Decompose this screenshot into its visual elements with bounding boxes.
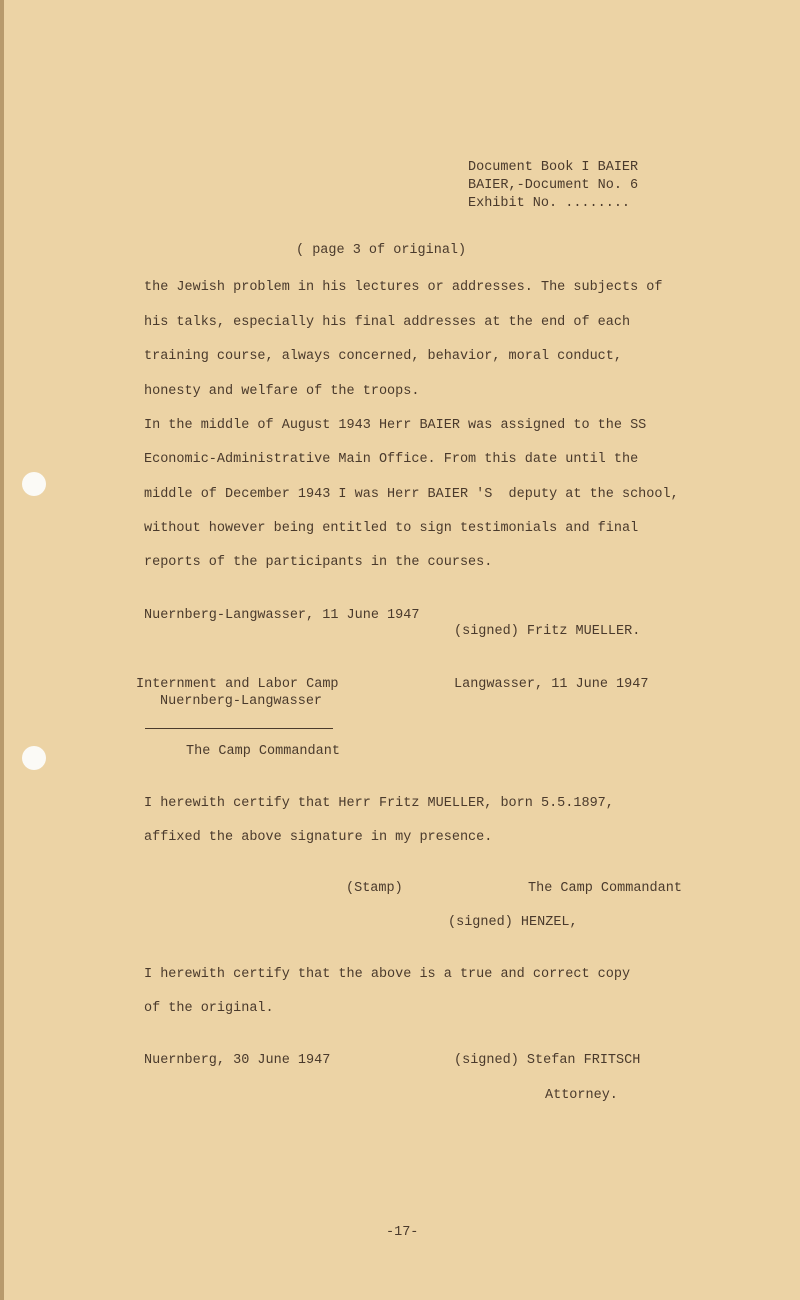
place-date: Nuernberg, 30 June 1947 (144, 1053, 331, 1068)
camp-location: Nuernberg-Langwasser (160, 694, 323, 709)
certification-line: I herewith certify that Herr Fritz MUELLER, born 5.5.1897, (144, 796, 614, 811)
body-line: middle of December 1943 I was Herr BAIER 'S deputy at the school, (144, 487, 679, 502)
punch-hole (22, 472, 46, 496)
signature-line: (signed) Fritz MUELLER. (454, 624, 641, 639)
body-line: reports of the participants in the courses. (144, 555, 493, 570)
page-number: -17- (386, 1225, 419, 1240)
commandant-title: The Camp Commandant (186, 744, 340, 759)
body-line: without however being entitled to sign testimonials and final (144, 521, 639, 536)
body-line: his talks, especially his final addresses at the end of each (144, 315, 631, 330)
body-line: Economic-Administrative Main Office. From this date until the (144, 452, 639, 467)
certification-line: affixed the above signature in my presence. (144, 830, 493, 845)
certification-line: I herewith certify that the above is a true and correct copy (144, 967, 631, 982)
place-date: Nuernberg-Langwasser, 11 June 1947 (144, 608, 420, 623)
signature-line: (signed) HENZEL, (448, 915, 578, 930)
header-line: Document Book I BAIER (468, 160, 639, 175)
body-line: the Jewish problem in his lectures or addresses. The subjects of (144, 280, 663, 295)
signature-line: (signed) Stefan FRITSCH (454, 1053, 641, 1068)
page-edge (0, 0, 4, 1300)
page-note: ( page 3 of original) (296, 243, 467, 258)
commandant-title: The Camp Commandant (528, 881, 682, 896)
header-line: BAIER,-Document No. 6 (468, 178, 639, 193)
body-line: training course, always concerned, behavior, moral conduct, (144, 349, 622, 364)
divider (145, 728, 333, 729)
body-line: In the middle of August 1943 Herr BAIER was assigned to the SS (144, 418, 647, 433)
punch-hole (22, 746, 46, 770)
stamp-note: (Stamp) (346, 881, 403, 896)
body-line: honesty and welfare of the troops. (144, 384, 420, 399)
camp-name: Internment and Labor Camp (136, 677, 339, 692)
attorney-title: Attorney. (545, 1088, 618, 1103)
header-line: Exhibit No. ........ (468, 196, 631, 211)
place-date: Langwasser, 11 June 1947 (454, 677, 649, 692)
certification-line: of the original. (144, 1001, 274, 1016)
